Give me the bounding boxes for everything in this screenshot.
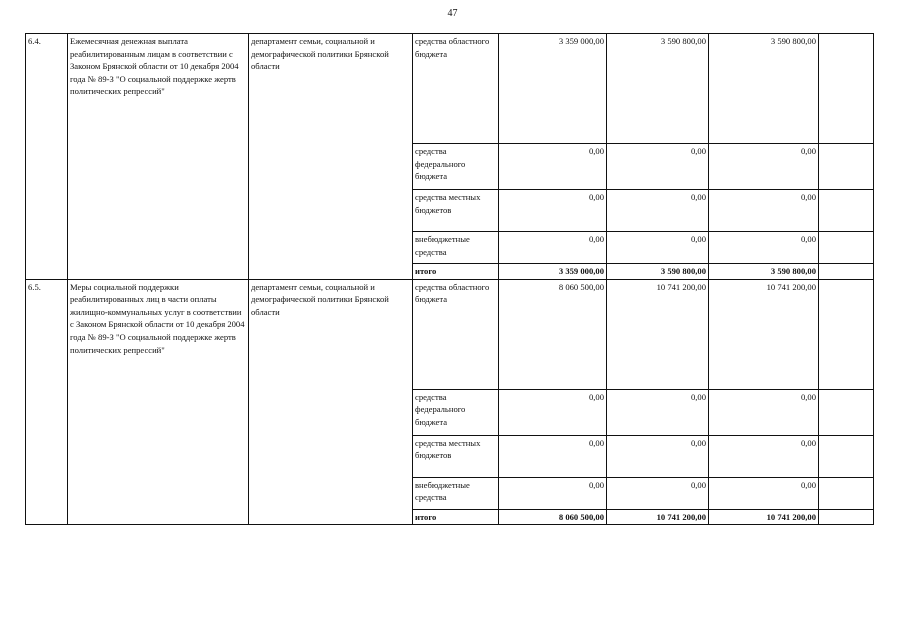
- value-cell: 0,00: [499, 389, 607, 435]
- value-cell: 8 060 500,00: [499, 279, 607, 389]
- value-cell: 0,00: [709, 435, 819, 477]
- entry-number: 6.4.: [26, 34, 68, 280]
- total-value-cell: 3 590 800,00: [709, 264, 819, 280]
- value-cell: 0,00: [499, 190, 607, 232]
- value-cell: 0,00: [709, 477, 819, 509]
- entry-number: 6.5.: [26, 279, 68, 525]
- value-cell: [819, 435, 874, 477]
- value-cell: 0,00: [709, 144, 819, 190]
- value-cell: 0,00: [607, 435, 709, 477]
- table-row: [26, 279, 874, 389]
- value-cell: [819, 232, 874, 264]
- total-value-cell: 8 060 500,00: [499, 509, 607, 525]
- total-value-cell: [819, 264, 874, 280]
- funding-source: средства федерального бюджета: [413, 144, 499, 190]
- value-cell: 3 590 800,00: [607, 34, 709, 144]
- total-value-cell: 3 590 800,00: [607, 264, 709, 280]
- total-value-cell: 3 359 000,00: [499, 264, 607, 280]
- value-cell: 0,00: [499, 144, 607, 190]
- total-value-cell: 10 741 200,00: [607, 509, 709, 525]
- value-cell: 3 359 000,00: [499, 34, 607, 144]
- value-cell: 0,00: [709, 190, 819, 232]
- funding-source: внебюджетные средства: [413, 232, 499, 264]
- value-cell: [819, 279, 874, 389]
- value-cell: 0,00: [499, 435, 607, 477]
- entry-title: Меры социальной поддержки реабилитированных лиц в части оплаты жилищно-коммунальных услуг в соответствии с Законом Брянской области от 10 декабря 2004 года № 89-З "О социальной поддержке жертв политических репрессий": [68, 279, 249, 525]
- funding-source-total: итого: [413, 264, 499, 280]
- total-value-cell: 10 741 200,00: [709, 509, 819, 525]
- value-cell: 0,00: [607, 144, 709, 190]
- value-cell: [819, 477, 874, 509]
- value-cell: 0,00: [607, 389, 709, 435]
- table-row: [26, 34, 874, 144]
- value-cell: [819, 190, 874, 232]
- entry-executor: департамент семьи, социальной и демографической политики Брянской области: [249, 279, 413, 525]
- value-cell: [819, 144, 874, 190]
- total-value-cell: [819, 509, 874, 525]
- funding-source: средства федерального бюджета: [413, 389, 499, 435]
- value-cell: 0,00: [709, 389, 819, 435]
- funding-source: внебюджетные средства: [413, 477, 499, 509]
- funding-source: средства местных бюджетов: [413, 435, 499, 477]
- value-cell: 3 590 800,00: [709, 34, 819, 144]
- value-cell: 0,00: [499, 232, 607, 264]
- value-cell: 0,00: [499, 477, 607, 509]
- funding-source-total: итого: [413, 509, 499, 525]
- value-cell: 10 741 200,00: [607, 279, 709, 389]
- funding-source: средства местных бюджетов: [413, 190, 499, 232]
- value-cell: [819, 389, 874, 435]
- entry-title: Ежемесячная денежная выплата реабилитированным лицам в соответствии с Законом Брянской области от 10 декабря 2004 года № 89-З "О социальной поддержке жертв политических репрессий": [68, 34, 249, 280]
- value-cell: 0,00: [607, 477, 709, 509]
- value-cell: 10 741 200,00: [709, 279, 819, 389]
- funding-source: средства областного бюджета: [413, 34, 499, 144]
- value-cell: [819, 34, 874, 144]
- budget-table: [25, 33, 874, 525]
- page-number: 47: [447, 8, 458, 19]
- value-cell: 0,00: [607, 232, 709, 264]
- entry-executor: департамент семьи, социальной и демографической политики Брянской области: [249, 34, 413, 280]
- value-cell: 0,00: [607, 190, 709, 232]
- value-cell: 0,00: [709, 232, 819, 264]
- funding-source: средства областного бюджета: [413, 279, 499, 389]
